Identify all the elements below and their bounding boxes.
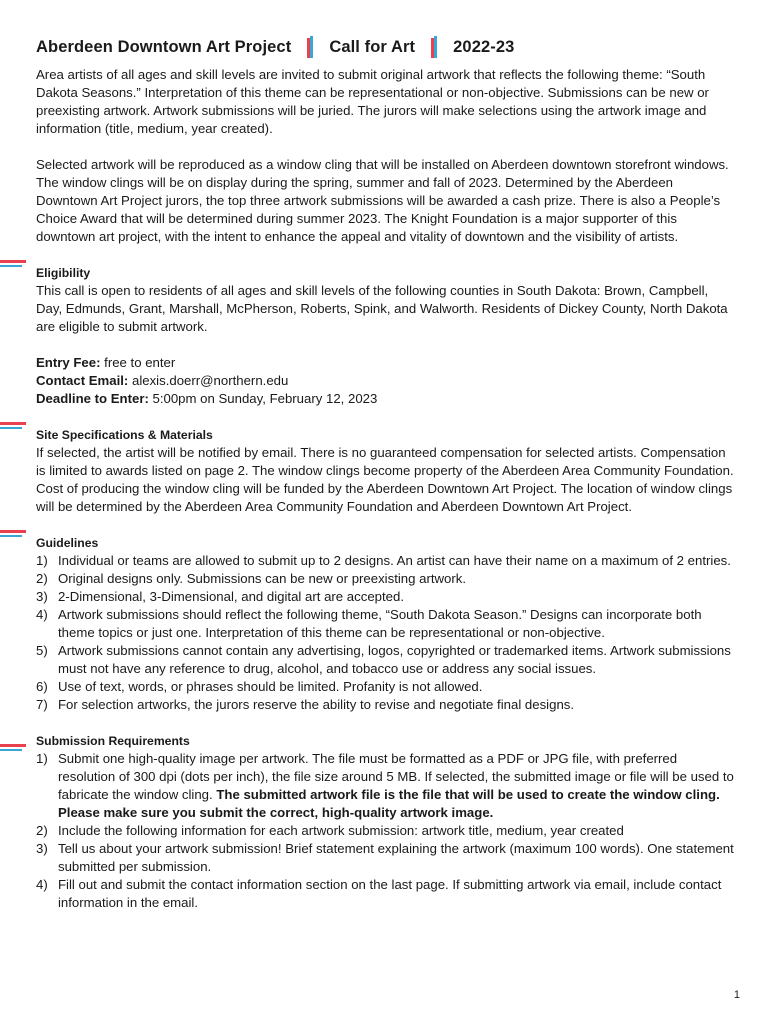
- deadline-label: Deadline to Enter:: [36, 391, 149, 406]
- intro-paragraph-1: Area artists of all ages and skill levels are invited to submit original artwork that reflects the following theme: “South Dakota Seasons.” Interpretation of this theme can be representational or non-objective. Submissions can be new or preexisting artwork. Artwork submissions will be juried. The jurors will make selections using the artwork image and information (title, medium, year created).: [36, 67, 709, 136]
- project-title: Aberdeen Downtown Art Project: [36, 38, 292, 56]
- year-title: 2022-23: [453, 38, 515, 56]
- guidelines-section: [36, 534, 736, 714]
- submission-emphasis: The submitted artwork file is the file that will be used to create the window cling. Please make sure you submit the correct, high-quality artwork image.: [58, 787, 720, 820]
- eligibility-text: This call is open to residents of all ages and skill levels of the following counties in South Dakota: Brown, Campbell, Day, Edmunds, Grant, Marshall, McPherson, Roberts, Spink, and Walworth. Residents of Dickey County, North Dakota are eligible to submit artwork.: [36, 283, 728, 334]
- contact-email-value: alexis.doerr@northern.edu: [128, 373, 289, 388]
- deadline-line: [36, 390, 736, 408]
- page-number: 1: [733, 989, 740, 1001]
- guidelines-list: [36, 552, 736, 714]
- list-item: 4) Artwork submissions should reflect the following theme, “South Dakota Season.” Designs can incorporate both theme topics or just one. Interpretation of this theme can be representational or non-objective.: [36, 607, 702, 640]
- list-item: 7) For selection artworks, the jurors reserve the ability to revise and negotiate final designs.: [36, 697, 575, 712]
- section-marker: [0, 530, 28, 537]
- submission-section: [36, 732, 736, 912]
- deadline-value: 5:00pm on Sunday, February 12, 2023: [148, 391, 378, 406]
- entry-fee-line: [36, 354, 736, 372]
- list-item: 2) Original designs only. Submissions can be new or preexisting artwork.: [36, 571, 467, 586]
- contact-email-label: Contact Email:: [36, 373, 129, 388]
- contact-email-line: [36, 372, 736, 390]
- entry-fee-label: Entry Fee:: [36, 355, 101, 370]
- call-title: Call for Art: [329, 38, 416, 56]
- title-divider: [305, 36, 315, 58]
- site-text: If selected, the artist will be notified by email. There is no guaranteed compensation for selected artists. Compensation is limited to awards listed on page 2. The window clings become property of the Aberdeen Area Community Foundation. Cost of producing the window cling will be funded by the Aberdeen Downtown Art Project. The location of window clings will be determined by the Aberdeen Area Community Foundation and Aberdeen Downtown Art Project.: [36, 445, 734, 514]
- list-item: 3) Tell us about your artwork submission! Brief statement explaining the artwork (maximum 100 words). One statement submitted per submission.: [36, 841, 734, 874]
- entry-fee-value: free to enter: [100, 355, 176, 370]
- title-row: [36, 32, 736, 62]
- guidelines-heading: Guidelines: [36, 536, 99, 550]
- title-divider: [429, 36, 439, 58]
- list-item: 1) Individual or teams are allowed to submit up to 2 designs. An artist can have their name on a maximum of 2 entries.: [36, 553, 731, 568]
- section-marker: [0, 744, 28, 751]
- site-heading: Site Specifications & Materials: [36, 428, 213, 442]
- eligibility-heading: Eligibility: [36, 266, 91, 280]
- submission-heading: Submission Requirements: [36, 734, 190, 748]
- submission-list: [36, 750, 736, 912]
- list-item: 5) Artwork submissions cannot contain any advertising, logos, copyrighted or trademarked items. Artwork submissions must not have any reference to drug, alcohol, and tobacco use or address any social issues.: [36, 643, 731, 676]
- entry-info: [36, 354, 736, 408]
- site-section: [36, 426, 736, 516]
- list-item: 2) Include the following information for each artwork submission: artwork title, medium, year created: [36, 823, 624, 838]
- section-marker: [0, 422, 28, 429]
- list-item: 6) Use of text, words, or phrases should be limited. Profanity is not allowed.: [36, 679, 483, 694]
- intro-paragraph-2: Selected artwork will be reproduced as a window cling that will be installed on Aberdeen downtown storefront windows. The window clings will be on display during the spring, summer and fall of 2023. Determined by the Aberdeen Downtown Art Project jurors, the top three artwork submissions will be awarded a cash prize. There is also a People’s Choice Award that will be determined during summer 2023. The Knight Foundation is a major supporter of this downtown art project, with the intent to enhance the appeal and vitality of downtown and the visibility of artists.: [36, 157, 729, 244]
- list-item: 1) Submit one high-quality image per artwork. The file must be formatted as a PDF or JPG file, with preferred resolution of 300 dpi (dots per inch), the file size around 5 MB. If selected, the submitted image or file will be used to fabricate the window cling. The submitted artwork file is the file that will be used to create the window cling. Please make sure you submit the correct, high-quality artwork image.: [36, 751, 734, 820]
- eligibility-section: [36, 264, 736, 336]
- list-item: 4) Fill out and submit the contact information section on the last page. If submitting artwork via email, include contact information in the email.: [36, 877, 722, 910]
- section-marker: [0, 260, 28, 267]
- list-item: 3) 2-Dimensional, 3-Dimensional, and digital art are accepted.: [36, 589, 404, 604]
- document-page: [36, 32, 736, 930]
